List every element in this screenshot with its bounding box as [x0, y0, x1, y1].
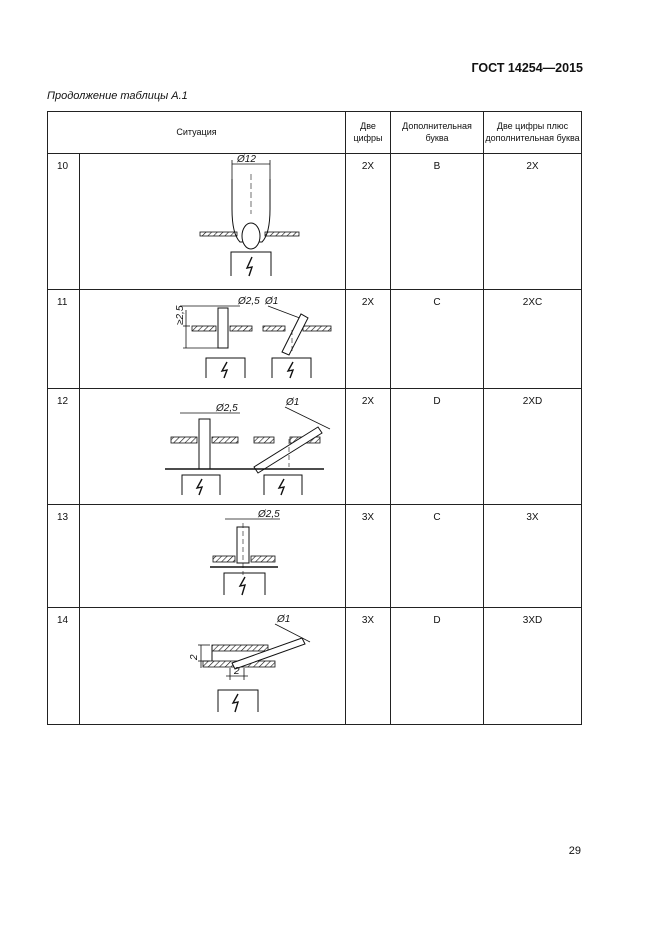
- header-situation: Ситуация: [48, 112, 346, 154]
- dimension-label-2: Ø1: [286, 397, 300, 408]
- two-digits-value: 3X: [346, 505, 391, 608]
- dimension-label-2: 2: [189, 654, 200, 660]
- additional-letter-value: D: [391, 608, 484, 725]
- table-row: [48, 389, 582, 505]
- row-number: 13: [48, 505, 80, 608]
- test-wire-diagram: [80, 505, 346, 607]
- classification-table: [47, 111, 582, 725]
- two-digits-value: 2X: [346, 290, 391, 389]
- dimension-label: Ø2,5: [238, 296, 260, 307]
- situation-drawing: [80, 608, 346, 725]
- additional-letter-value: C: [391, 505, 484, 608]
- document-header: ГОСТ 14254—2015: [471, 61, 583, 75]
- additional-letter-value: C: [391, 290, 484, 389]
- additional-letter-value: B: [391, 154, 484, 290]
- additional-letter-value: D: [391, 389, 484, 505]
- row-number: 12: [48, 389, 80, 505]
- combined-code-value: 3X: [484, 505, 582, 608]
- row-number: 10: [48, 154, 80, 290]
- combined-code-value: 2XD: [484, 389, 582, 505]
- page-number: 29: [568, 845, 581, 857]
- header-additional-letter: Дополнительная буква: [391, 112, 484, 154]
- table-header-row: [48, 112, 582, 154]
- test-wire-diagram: [80, 389, 346, 504]
- dimension-label-2: Ø1: [265, 296, 279, 307]
- test-wire-diagram: [80, 608, 346, 724]
- combined-code-value: 2XC: [484, 290, 582, 389]
- dimension-label: Ø2,5: [216, 403, 238, 414]
- dimension-label-3: 2: [234, 666, 240, 677]
- situation-drawing: [80, 389, 346, 505]
- dimension-label-3: ≥2,5: [175, 305, 186, 325]
- header-two-digits: Две цифры: [346, 112, 391, 154]
- row-number: 11: [48, 290, 80, 389]
- two-digits-value: 2X: [346, 389, 391, 505]
- combined-code-value: 2X: [484, 154, 582, 290]
- dimension-label: Ø1: [277, 614, 291, 625]
- header-two-digits-plus-letter: Две цифры плюс дополнительная буква: [484, 112, 582, 154]
- two-digits-value: 2X: [346, 154, 391, 290]
- table-row: [48, 154, 582, 290]
- combined-code-value: 3XD: [484, 608, 582, 725]
- situation-drawing: [80, 290, 346, 389]
- situation-drawing: [80, 154, 346, 290]
- table-row: [48, 608, 582, 725]
- situation-drawing: [80, 505, 346, 608]
- two-digits-value: 3X: [346, 608, 391, 725]
- finger-probe-diagram: [80, 154, 346, 289]
- test-wire-diagram: [80, 290, 346, 388]
- dimension-label: Ø12: [237, 154, 256, 165]
- table-row: [48, 290, 582, 389]
- dimension-label: Ø2,5: [258, 509, 280, 520]
- row-number: 14: [48, 608, 80, 725]
- table-caption: Продолжение таблицы А.1: [47, 90, 188, 102]
- table-row: [48, 505, 582, 608]
